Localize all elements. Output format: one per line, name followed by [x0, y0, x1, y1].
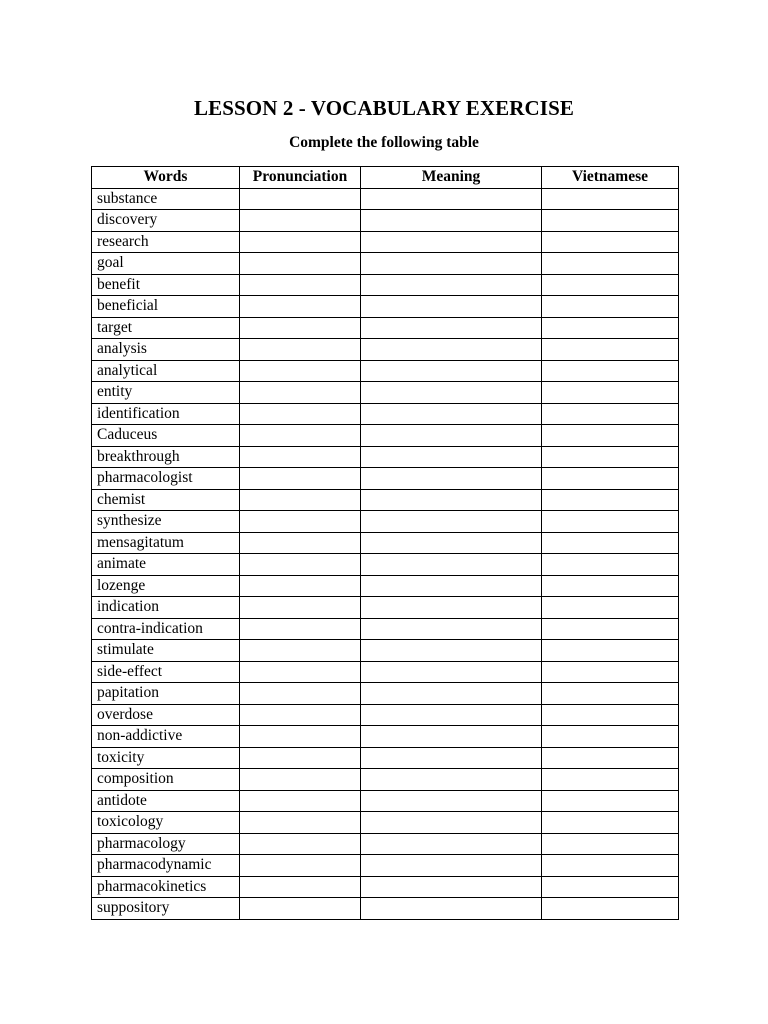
table-row [92, 360, 679, 382]
meaning-cell[interactable] [361, 403, 542, 425]
word-cell: target [92, 317, 240, 339]
table-row [92, 747, 679, 769]
meaning-cell[interactable] [361, 446, 542, 468]
meaning-cell[interactable] [361, 640, 542, 662]
table-row [92, 468, 679, 490]
word-cell: papitation [92, 683, 240, 705]
pronunciation-cell[interactable] [240, 597, 361, 619]
table-row [92, 833, 679, 855]
pronunciation-cell[interactable] [240, 876, 361, 898]
vietnamese-cell[interactable] [542, 769, 679, 791]
pronunciation-cell[interactable] [240, 554, 361, 576]
meaning-cell[interactable] [361, 425, 542, 447]
vietnamese-cell[interactable] [542, 575, 679, 597]
pronunciation-cell[interactable] [240, 532, 361, 554]
pronunciation-cell[interactable] [240, 640, 361, 662]
pronunciation-cell[interactable] [240, 855, 361, 877]
table-row [92, 403, 679, 425]
pronunciation-cell[interactable] [240, 575, 361, 597]
table-header-row [92, 167, 679, 189]
table-row [92, 726, 679, 748]
table-row [92, 382, 679, 404]
vietnamese-cell[interactable] [542, 855, 679, 877]
table-row [92, 554, 679, 576]
word-cell: Caduceus [92, 425, 240, 447]
word-cell: lozenge [92, 575, 240, 597]
pronunciation-cell[interactable] [240, 274, 361, 296]
header-vietnamese: Vietnamese [542, 167, 679, 189]
meaning-cell[interactable] [361, 231, 542, 253]
vocabulary-table [91, 166, 679, 920]
vietnamese-cell[interactable] [542, 511, 679, 533]
word-cell: side-effect [92, 661, 240, 683]
meaning-cell[interactable] [361, 274, 542, 296]
word-cell: indication [92, 597, 240, 619]
table-row [92, 188, 679, 210]
word-cell: discovery [92, 210, 240, 232]
word-cell: composition [92, 769, 240, 791]
pronunciation-cell[interactable] [240, 339, 361, 361]
table-row [92, 339, 679, 361]
header-meaning: Meaning [361, 167, 542, 189]
vietnamese-cell[interactable] [542, 876, 679, 898]
meaning-cell[interactable] [361, 575, 542, 597]
word-cell: breakthrough [92, 446, 240, 468]
vietnamese-cell[interactable] [542, 532, 679, 554]
vietnamese-cell[interactable] [542, 253, 679, 275]
page-subtitle: Complete the following table [289, 134, 479, 151]
word-cell: animate [92, 554, 240, 576]
table-row [92, 704, 679, 726]
table-row [92, 812, 679, 834]
meaning-cell[interactable] [361, 296, 542, 318]
vietnamese-cell[interactable] [542, 812, 679, 834]
pronunciation-cell[interactable] [240, 833, 361, 855]
pronunciation-cell[interactable] [240, 489, 361, 511]
vietnamese-cell[interactable] [542, 683, 679, 705]
meaning-cell[interactable] [361, 597, 542, 619]
header-words: Words [92, 167, 240, 189]
vietnamese-cell[interactable] [542, 425, 679, 447]
vietnamese-cell[interactable] [542, 489, 679, 511]
table-row [92, 575, 679, 597]
vietnamese-cell[interactable] [542, 618, 679, 640]
word-cell: analytical [92, 360, 240, 382]
vietnamese-cell[interactable] [542, 403, 679, 425]
table-row [92, 446, 679, 468]
word-cell: entity [92, 382, 240, 404]
word-cell: pharmacodynamic [92, 855, 240, 877]
meaning-cell[interactable] [361, 532, 542, 554]
meaning-cell[interactable] [361, 554, 542, 576]
page-title: LESSON 2 - VOCABULARY EXERCISE [194, 96, 574, 120]
table-row [92, 640, 679, 662]
vietnamese-cell[interactable] [542, 317, 679, 339]
pronunciation-cell[interactable] [240, 683, 361, 705]
vietnamese-cell[interactable] [542, 661, 679, 683]
pronunciation-cell[interactable] [240, 403, 361, 425]
pronunciation-cell[interactable] [240, 511, 361, 533]
word-cell: synthesize [92, 511, 240, 533]
word-cell: pharmacology [92, 833, 240, 855]
vietnamese-cell[interactable] [542, 274, 679, 296]
meaning-cell[interactable] [361, 898, 542, 920]
word-cell: stimulate [92, 640, 240, 662]
pronunciation-cell[interactable] [240, 231, 361, 253]
meaning-cell[interactable] [361, 188, 542, 210]
header-pronunciation: Pronunciation [240, 167, 361, 189]
word-cell: substance [92, 188, 240, 210]
word-cell: beneficial [92, 296, 240, 318]
vietnamese-cell[interactable] [542, 339, 679, 361]
vietnamese-cell[interactable] [542, 898, 679, 920]
table-row [92, 274, 679, 296]
vietnamese-cell[interactable] [542, 726, 679, 748]
table-row [92, 898, 679, 920]
meaning-cell[interactable] [361, 317, 542, 339]
word-cell: research [92, 231, 240, 253]
word-cell: contra-indication [92, 618, 240, 640]
meaning-cell[interactable] [361, 339, 542, 361]
pronunciation-cell[interactable] [240, 210, 361, 232]
word-cell: antidote [92, 790, 240, 812]
vietnamese-cell[interactable] [542, 382, 679, 404]
meaning-cell[interactable] [361, 683, 542, 705]
pronunciation-cell[interactable] [240, 446, 361, 468]
pronunciation-cell[interactable] [240, 360, 361, 382]
meaning-cell[interactable] [361, 511, 542, 533]
word-cell: analysis [92, 339, 240, 361]
vietnamese-cell[interactable] [542, 640, 679, 662]
meaning-cell[interactable] [361, 876, 542, 898]
table-row [92, 253, 679, 275]
pronunciation-cell[interactable] [240, 898, 361, 920]
table-row [92, 855, 679, 877]
word-cell: goal [92, 253, 240, 275]
word-cell: mensagitatum [92, 532, 240, 554]
word-cell: pharmacologist [92, 468, 240, 490]
table-row [92, 790, 679, 812]
meaning-cell[interactable] [361, 769, 542, 791]
meaning-cell[interactable] [361, 489, 542, 511]
word-cell: chemist [92, 489, 240, 511]
vietnamese-cell[interactable] [542, 597, 679, 619]
pronunciation-cell[interactable] [240, 317, 361, 339]
table-row [92, 597, 679, 619]
table-row [92, 618, 679, 640]
table-row [92, 511, 679, 533]
meaning-cell[interactable] [361, 661, 542, 683]
pronunciation-cell[interactable] [240, 382, 361, 404]
meaning-cell[interactable] [361, 618, 542, 640]
pronunciation-cell[interactable] [240, 769, 361, 791]
table-body [92, 188, 679, 919]
pronunciation-cell[interactable] [240, 468, 361, 490]
pronunciation-cell[interactable] [240, 188, 361, 210]
pronunciation-cell[interactable] [240, 812, 361, 834]
vietnamese-cell[interactable] [542, 231, 679, 253]
table-row [92, 532, 679, 554]
meaning-cell[interactable] [361, 790, 542, 812]
vietnamese-cell[interactable] [542, 188, 679, 210]
meaning-cell[interactable] [361, 253, 542, 275]
word-cell: overdose [92, 704, 240, 726]
vietnamese-cell[interactable] [542, 833, 679, 855]
pronunciation-cell[interactable] [240, 253, 361, 275]
table-row [92, 210, 679, 232]
pronunciation-cell[interactable] [240, 425, 361, 447]
pronunciation-cell[interactable] [240, 747, 361, 769]
table-row [92, 425, 679, 447]
meaning-cell[interactable] [361, 704, 542, 726]
vietnamese-cell[interactable] [542, 704, 679, 726]
meaning-cell[interactable] [361, 812, 542, 834]
vietnamese-cell[interactable] [542, 296, 679, 318]
meaning-cell[interactable] [361, 382, 542, 404]
meaning-cell[interactable] [361, 747, 542, 769]
meaning-cell[interactable] [361, 833, 542, 855]
vietnamese-cell[interactable] [542, 468, 679, 490]
table-row [92, 683, 679, 705]
vietnamese-cell[interactable] [542, 790, 679, 812]
table-row [92, 661, 679, 683]
meaning-cell[interactable] [361, 726, 542, 748]
word-cell: pharmacokinetics [92, 876, 240, 898]
pronunciation-cell[interactable] [240, 296, 361, 318]
table-row [92, 317, 679, 339]
vietnamese-cell[interactable] [542, 210, 679, 232]
vietnamese-cell[interactable] [542, 554, 679, 576]
pronunciation-cell[interactable] [240, 790, 361, 812]
vietnamese-cell[interactable] [542, 446, 679, 468]
table-row [92, 296, 679, 318]
word-cell: non-addictive [92, 726, 240, 748]
table-row [92, 876, 679, 898]
vietnamese-cell[interactable] [542, 747, 679, 769]
meaning-cell[interactable] [361, 468, 542, 490]
table-row [92, 231, 679, 253]
word-cell: benefit [92, 274, 240, 296]
vietnamese-cell[interactable] [542, 360, 679, 382]
table-row [92, 489, 679, 511]
meaning-cell[interactable] [361, 360, 542, 382]
pronunciation-cell[interactable] [240, 704, 361, 726]
table-row [92, 769, 679, 791]
word-cell: toxicology [92, 812, 240, 834]
word-cell: identification [92, 403, 240, 425]
pronunciation-cell[interactable] [240, 726, 361, 748]
meaning-cell[interactable] [361, 855, 542, 877]
word-cell: toxicity [92, 747, 240, 769]
meaning-cell[interactable] [361, 210, 542, 232]
pronunciation-cell[interactable] [240, 618, 361, 640]
word-cell: suppository [92, 898, 240, 920]
pronunciation-cell[interactable] [240, 661, 361, 683]
